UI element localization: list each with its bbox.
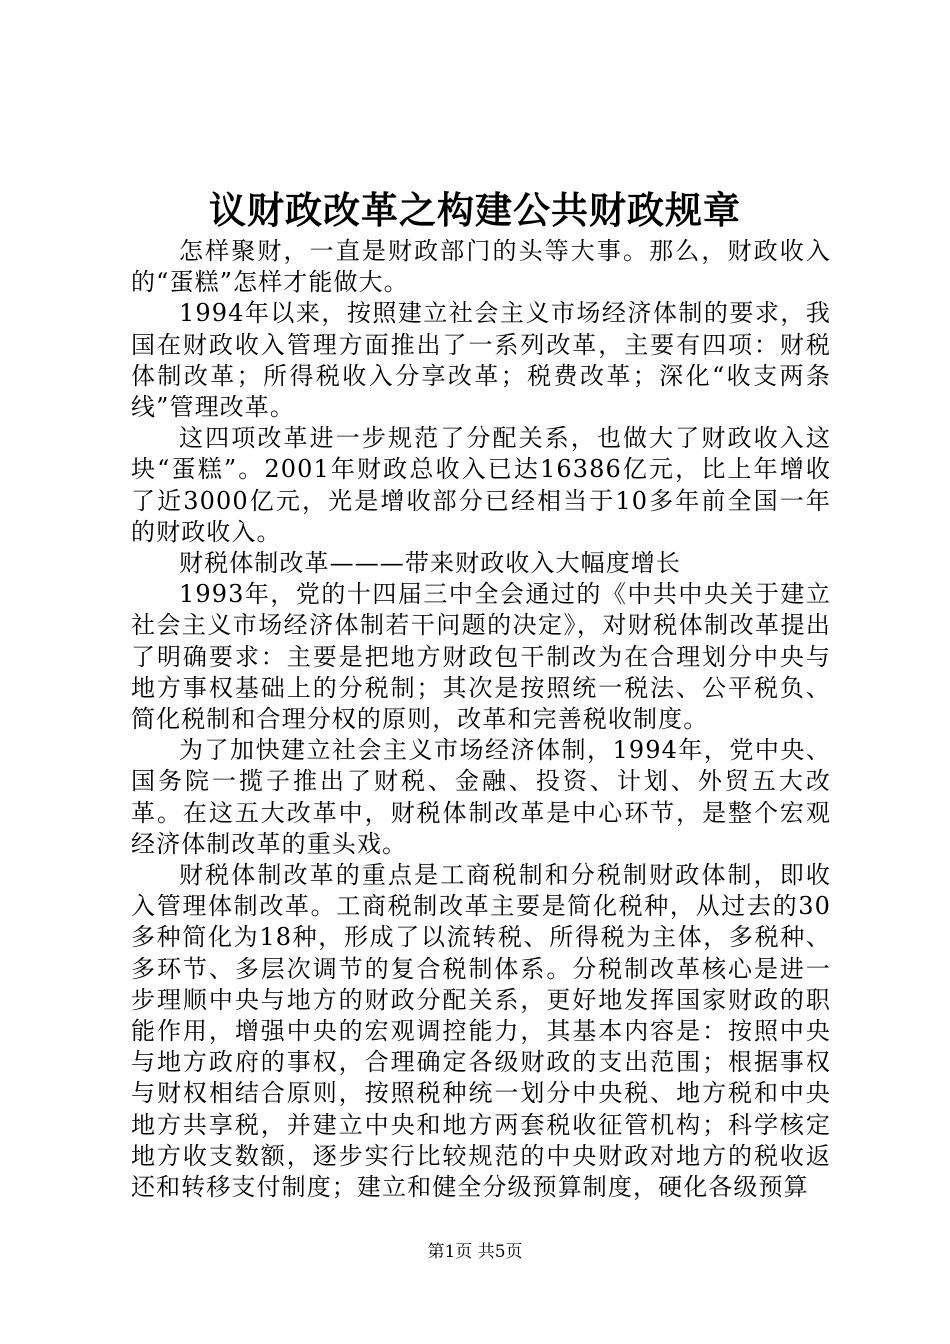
paragraph-4: 1993年，党的十四届三中全会通过的《中共中央关于建立社会主义市场经济体制若干问题的决定》，对财税体制改革提出了明确要求：主要是把地方财政包干制改为在合理划分中央与地方事权基础上的分税制；其次是按照统一税法、公平税负、简化税制和合理分权的原则，改革和完善税收制度。 [131,580,831,734]
paragraph-6: 财税体制改革的重点是工商税制和分税制财政体制，即收入管理体制改革。工商税制改革主要是简化税种，从过去的30多种简化为18种，形成了以流转税、所得税为主体，多税种、多环节、多层次调节的复合税制体系。分税制改革核心是进一步理顺中央与地方的财政分配关系，更好地发挥国家财政的职能作用，增强中央的宏观调控能力，其基本内容是：按照中央与地方政府的事权，合理确定各级财政的支出范围；根据事权与财权相结合原则，按照税种统一划分中央税、地方税和中央地方共享税，并建立中央和地方两套税收征管机构；科学核定地方收支数额，逐步实行比较规范的中央财政对地方的税收返还和转移支付制度；建立和健全分级预算制度，硬化各级预算 [131,861,831,1202]
paragraph-2: 1994年以来，按照建立社会主义市场经济体制的要求，我国在财政收入管理方面推出了一系列改革，主要有四项：财税体制改革；所得税收入分享改革；税费改革；深化“收支两条线”管理改革。 [131,299,831,422]
paragraph-5: 为了加快建立社会主义市场经济体制，1994年，党中央、国务院一揽子推出了财税、金融、投资、计划、外贸五大改革。在这五大改革中，财税体制改革是中心环节，是整个宏观经济体制改革的重头戏。 [131,736,831,858]
page-footer: 第1页 共5页 [427,1242,523,1262]
document-title: 议财政改革之构建公共财政规章 [209,188,741,232]
paragraph-1: 怎样聚财，一直是财政部门的头等大事。那么，财政收入的“蛋糕”怎样才能做大。 [131,237,831,297]
document-body [131,236,831,1203]
paragraph-3: 这四项改革进一步规范了分配关系，也做大了财政收入这块“蛋糕”。2001年财政总收入已达16386亿元，比上年增收了近3000亿元，光是增收部分已经相当于10多年前全国一年的财政收入。 [131,424,831,546]
section-heading: 财税体制改革———带来财政收入大幅度增长 [179,549,681,578]
